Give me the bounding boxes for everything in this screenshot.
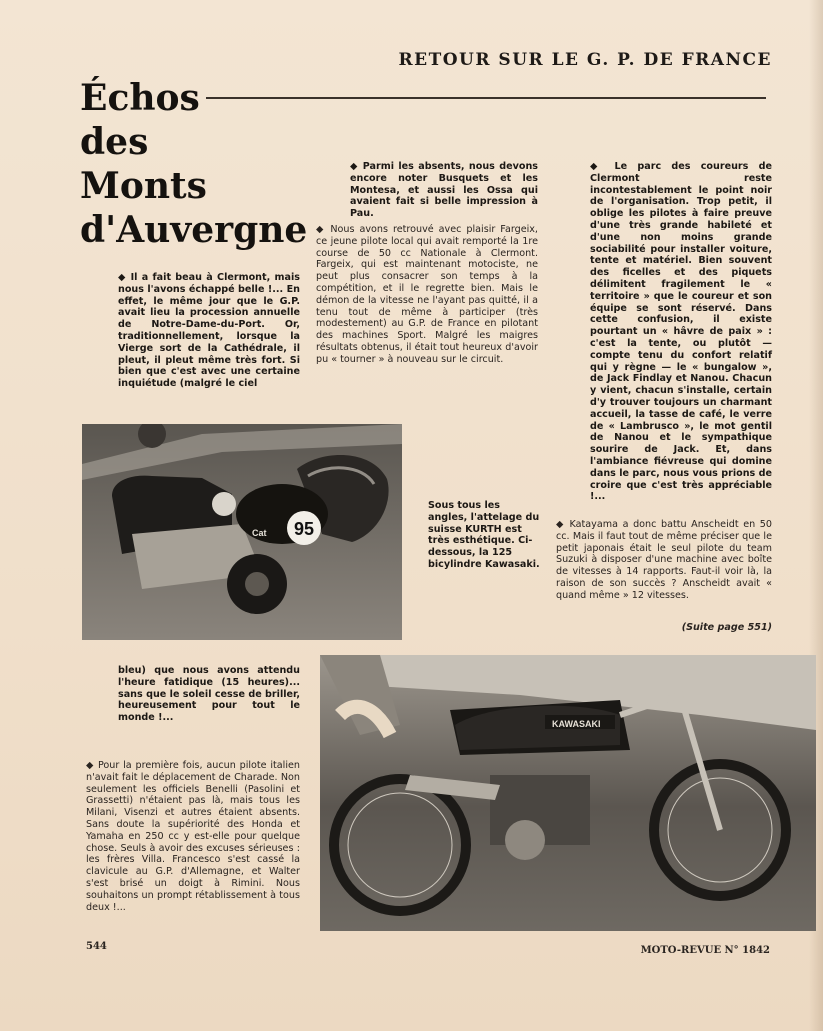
sidecar-number: 95 bbox=[293, 519, 315, 539]
paragraph-absents: ◆ Parmi les absents, nous devons encore noter Busquets et les Montesa, et aussi les Ossa qui avaient fait si belle impression à Pau. bbox=[350, 161, 538, 220]
sidecar-side-text: Cat bbox=[252, 528, 267, 538]
title-line: Monts bbox=[80, 165, 207, 207]
article-title bbox=[80, 76, 330, 252]
paragraph-katayama: ◆ Katayama a donc battu Anscheidt en 50 cc. Mais il faut tout de même préciser que le petit japonais était le seul pilote du team Suzuki à disposer d'une machine avec boîte de vitesses à 14 rapports. Faut-il voir là, la raison de son succès ? Anscheidt avait « quand même » 12 vitesses. bbox=[556, 519, 772, 601]
kawasaki-illustration bbox=[320, 655, 816, 931]
magazine-issue: MOTO-REVUE N° 1842 bbox=[640, 945, 770, 956]
page-number: 544 bbox=[86, 941, 107, 952]
title-line: d'Auvergne bbox=[80, 209, 308, 251]
paragraph-bleu: bleu) que nous avons attendu l'heure fatidique (15 heures)... sans que le soleil cesse de briller, heureusement pour tout le monde !... bbox=[118, 665, 300, 724]
title-line: Échos bbox=[80, 77, 200, 119]
photo-caption: Sous tous les angles, l'attelage du suisse KURTH est très esthétique. Ci-dessous, la 125 bicylindre Kawasaki. bbox=[428, 500, 540, 570]
paragraph-parc: ◆ Le parc des coureurs de Clermont reste incontestablement le point noir de l'organisation. Trop petit, il oblige les pilotes à faire preuve d'une très grande habileté et d'une non moins grande sociabilité pour installer voiture, tente et matériel. Bien souvent des ficelles et des piquets délimitent fragilement le « territoire » que le coureur et son équipe se sont réservé. Dans cette confusion, il existe pourtant un « hâvre de paix » : c'est la tente, ou plutôt — compte tenu du confort relatif qui y règne — le « bungalow », de Jack Findlay et Nanou. Chacun y vient, chacun s'installe, certain d'y trouver toujours un charmant accueil, la tasse de café, le verre de « Lambrusco », le mot gentil de Nanou et le sympathique sourire de Jack. Et, dans l'ambiance fiévreuse qui domine dans le parc, nous vous prions de croire que c'est très appréciable !... bbox=[590, 161, 772, 503]
kawasaki-photo bbox=[320, 655, 816, 931]
tank-label: KAWASAKI bbox=[552, 719, 601, 729]
sidecar-illustration bbox=[82, 424, 402, 640]
paragraph-italiens: ◆ Pour la première fois, aucun pilote italien n'avait fait le déplacement de Charade. Non seulement les officiels Benelli (Pasolini et Grassetti) n'étaient pas là, mais tous les Milani, Visenzi et autres étaient absents. Sans doute la supériorité des Honda et Yamaha en 250 cc y est-elle pour quelque chose. Seuls à avoir des excuses sérieuses : les frères Villa. Francesco s'est cassé la clavicule au G.P. d'Allemagne, et Walter s'est brisé un doigt à Rimini. Nous souhaitons un prompt rétablissement à tous deux !... bbox=[86, 760, 300, 913]
continued-note: (Suite page 551) bbox=[681, 622, 772, 633]
sidecar-photo bbox=[82, 424, 402, 640]
title-line: des bbox=[80, 121, 149, 163]
paragraph-weather: ◆ Il a fait beau à Clermont, mais nous l'avons échappé belle !... En effet, le même jour que le G.P. avait lieu la procession annuelle de Notre-Dame-du-Port. Or, traditionnellement, lorsque la Vierge sort de la Cathédrale, il pleut, il pleut même très fort. Si bien que c'est avec une certaine inquiétude (malgré le ciel bbox=[118, 272, 300, 390]
paragraph-fargeix: ◆ Nous avons retrouvé avec plaisir Fargeix, ce jeune pilote local qui avait remporté la 1re course de 50 cc Nationale à Clermont. Fargeix, qui est maintenant motociste, ne peut plus consacrer son temps à la compétition, et il le regrette bien. Mais le démon de la vitesse ne l'ayant pas quitté, il a tenu tout de même à participer (très modestement) au G.P. de France en pilotant des machines Sport. Malgré les maigres résultats obtenus, il était tout heureux d'avoir pu « tourner » à nouveau sur le circuit. bbox=[316, 224, 538, 365]
section-header: RETOUR SUR LE G. P. DE FRANCE bbox=[398, 50, 772, 70]
title-rule bbox=[206, 97, 766, 99]
